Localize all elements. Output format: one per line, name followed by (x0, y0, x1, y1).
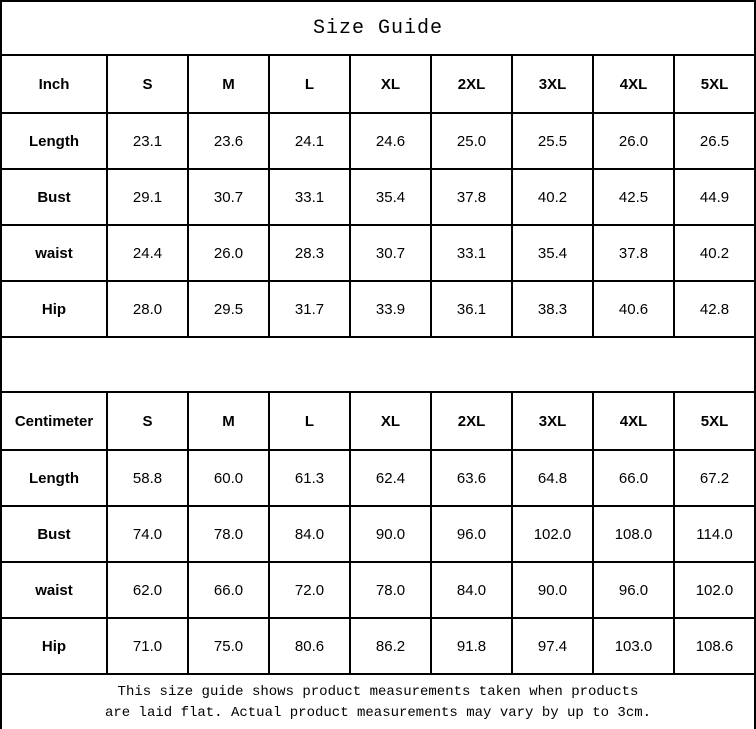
row-label: Bust (1, 506, 107, 562)
measurement-cell: 67.2 (674, 450, 755, 506)
measurement-cell: 24.1 (269, 113, 350, 169)
table-spacer-row (1, 337, 755, 392)
size-header: S (107, 392, 188, 450)
measurement-cell: 102.0 (512, 506, 593, 562)
size-header: 5XL (674, 55, 755, 113)
centimeter-header-row (1, 392, 755, 450)
measurement-cell: 26.0 (188, 225, 269, 281)
centimeter-unit-header: Centimeter (1, 392, 107, 450)
measurement-cell: 84.0 (269, 506, 350, 562)
size-header: S (107, 55, 188, 113)
row-label: Hip (1, 281, 107, 337)
cm-bust-row (1, 506, 755, 562)
measurement-cell: 90.0 (512, 562, 593, 618)
size-header: 3XL (512, 55, 593, 113)
page-title: Size Guide (1, 1, 755, 55)
measurement-cell: 30.7 (188, 169, 269, 225)
measurement-cell: 36.1 (431, 281, 512, 337)
footer-note (1, 674, 755, 729)
size-header: 2XL (431, 392, 512, 450)
measurement-cell: 86.2 (350, 618, 431, 674)
measurement-cell: 40.6 (593, 281, 674, 337)
measurement-cell: 97.4 (512, 618, 593, 674)
measurement-cell: 103.0 (593, 618, 674, 674)
footer-row (1, 674, 755, 729)
size-header: 2XL (431, 55, 512, 113)
measurement-cell: 28.0 (107, 281, 188, 337)
measurement-cell: 58.8 (107, 450, 188, 506)
measurement-cell: 37.8 (431, 169, 512, 225)
row-label: Length (1, 113, 107, 169)
inch-hip-row (1, 281, 755, 337)
size-header: L (269, 55, 350, 113)
size-header: 3XL (512, 392, 593, 450)
size-header: 5XL (674, 392, 755, 450)
size-header: L (269, 392, 350, 450)
size-header: 4XL (593, 392, 674, 450)
measurement-cell: 33.1 (269, 169, 350, 225)
size-header: 4XL (593, 55, 674, 113)
footer-note-line1: This size guide shows product measurements taken when products (117, 684, 639, 701)
measurement-cell: 96.0 (593, 562, 674, 618)
measurement-cell: 23.6 (188, 113, 269, 169)
measurement-cell: 44.9 (674, 169, 755, 225)
measurement-cell: 66.0 (593, 450, 674, 506)
size-header: XL (350, 392, 431, 450)
measurement-cell: 35.4 (512, 225, 593, 281)
measurement-cell: 78.0 (350, 562, 431, 618)
measurement-cell: 33.1 (431, 225, 512, 281)
cm-waist-row (1, 562, 755, 618)
measurement-cell: 33.9 (350, 281, 431, 337)
spacer-cell (1, 337, 755, 392)
inch-unit-header: Inch (1, 55, 107, 113)
cm-hip-row (1, 618, 755, 674)
measurement-cell: 84.0 (431, 562, 512, 618)
measurement-cell: 23.1 (107, 113, 188, 169)
measurement-cell: 91.8 (431, 618, 512, 674)
inch-length-row (1, 113, 755, 169)
measurement-cell: 26.0 (593, 113, 674, 169)
measurement-cell: 42.8 (674, 281, 755, 337)
measurement-cell: 31.7 (269, 281, 350, 337)
measurement-cell: 26.5 (674, 113, 755, 169)
measurement-cell: 37.8 (593, 225, 674, 281)
row-label: waist (1, 562, 107, 618)
cm-length-row (1, 450, 755, 506)
measurement-cell: 38.3 (512, 281, 593, 337)
measurement-cell: 72.0 (269, 562, 350, 618)
size-header: M (188, 392, 269, 450)
measurement-cell: 25.5 (512, 113, 593, 169)
measurement-cell: 74.0 (107, 506, 188, 562)
inch-waist-row (1, 225, 755, 281)
measurement-cell: 29.1 (107, 169, 188, 225)
measurement-cell: 78.0 (188, 506, 269, 562)
footer-note-line2: are laid flat. Actual product measurements may vary by up to 3cm. (104, 704, 652, 721)
measurement-cell: 62.4 (350, 450, 431, 506)
measurement-cell: 24.4 (107, 225, 188, 281)
size-header: XL (350, 55, 431, 113)
size-header: M (188, 55, 269, 113)
measurement-cell: 71.0 (107, 618, 188, 674)
measurement-cell: 96.0 (431, 506, 512, 562)
row-label: Hip (1, 618, 107, 674)
measurement-cell: 30.7 (350, 225, 431, 281)
measurement-cell: 75.0 (188, 618, 269, 674)
row-label: waist (1, 225, 107, 281)
measurement-cell: 80.6 (269, 618, 350, 674)
inch-header-row (1, 55, 755, 113)
measurement-cell: 29.5 (188, 281, 269, 337)
measurement-cell: 35.4 (350, 169, 431, 225)
measurement-cell: 62.0 (107, 562, 188, 618)
title-row (1, 1, 755, 55)
inch-bust-row (1, 169, 755, 225)
row-label: Length (1, 450, 107, 506)
measurement-cell: 114.0 (674, 506, 755, 562)
measurement-cell: 64.8 (512, 450, 593, 506)
measurement-cell: 61.3 (269, 450, 350, 506)
measurement-cell: 90.0 (350, 506, 431, 562)
measurement-cell: 28.3 (269, 225, 350, 281)
measurement-cell: 60.0 (188, 450, 269, 506)
measurement-cell: 25.0 (431, 113, 512, 169)
row-label: Bust (1, 169, 107, 225)
measurement-cell: 63.6 (431, 450, 512, 506)
measurement-cell: 40.2 (674, 225, 755, 281)
measurement-cell: 66.0 (188, 562, 269, 618)
measurement-cell: 108.0 (593, 506, 674, 562)
measurement-cell: 102.0 (674, 562, 755, 618)
measurement-cell: 24.6 (350, 113, 431, 169)
measurement-cell: 42.5 (593, 169, 674, 225)
measurement-cell: 40.2 (512, 169, 593, 225)
measurement-cell: 108.6 (674, 618, 755, 674)
